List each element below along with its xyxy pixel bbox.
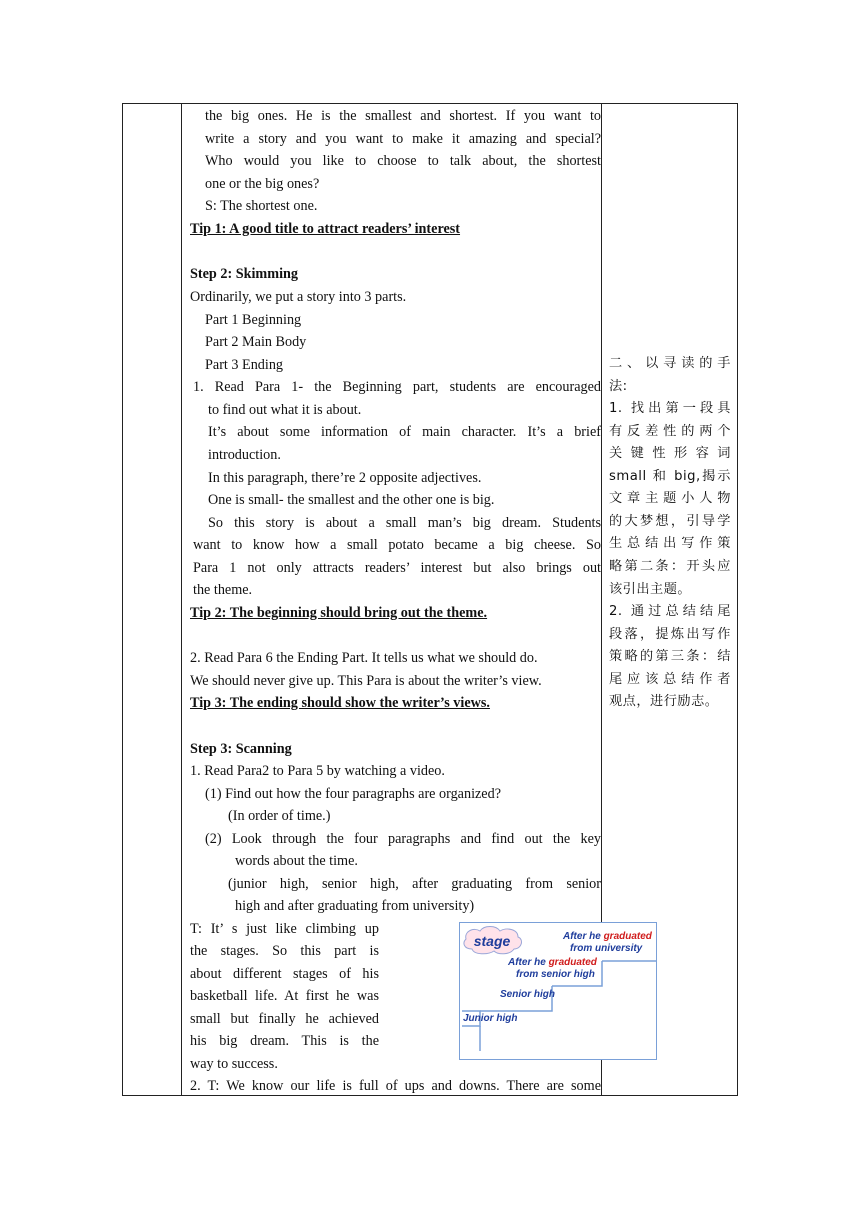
text-line: (1) Find out how the four paragraphs are organized?	[205, 786, 501, 802]
label-junior-high: Junior high	[463, 1013, 518, 1024]
label-from-university: from university	[570, 943, 643, 954]
text-line: In this paragraph, there’re 2 opposite adjectives.	[208, 470, 482, 486]
note-line: 生总结出写作策	[609, 536, 731, 551]
text-line: Part 1 Beginning	[205, 312, 302, 328]
step-3-heading: Step 3: Scanning	[190, 741, 292, 757]
text-line: one or the big ones?	[205, 176, 320, 192]
text-line: 2. T: We know our life is full of ups and downs. There are some	[190, 1078, 601, 1094]
text-line: words about the time.	[235, 853, 358, 869]
text-line: want to know how a small potato became a big cheese. So	[193, 537, 601, 553]
note-line: 文章主题小人物	[609, 491, 731, 506]
text-line: about different stages of his	[190, 966, 379, 982]
note-line: 1. 找出第一段具	[609, 401, 731, 416]
tip-2: Tip 2: The beginning should bring out the theme.	[190, 605, 488, 621]
note-line: small 和 big,揭示	[609, 469, 731, 484]
text-line: Who would you like to choose to talk about, the shortest	[205, 153, 601, 169]
text-line: One is small- the smallest and the other one is big.	[208, 492, 495, 508]
text-line: 1. Read Para 1- the Beginning part, students are encouraged	[193, 379, 601, 395]
text-line: (2) Look through the four paragraphs and find out the key	[205, 831, 601, 847]
note-line: 二、以寻读的手	[609, 356, 731, 371]
text-line: small but finally he achieved	[190, 1011, 379, 1027]
note-line: 观点，进行励志。	[609, 694, 719, 709]
note-line: 略第二条：开头应	[609, 559, 731, 574]
text-line: 1. Read Para2 to Para 5 by watching a video.	[190, 763, 445, 779]
text-line: his big dream. This is the	[190, 1033, 379, 1049]
note-line: 尾应该总结作者	[609, 672, 731, 687]
text-line: S: The shortest one.	[205, 198, 318, 214]
note-line: 法:	[609, 379, 628, 394]
lesson-plan-table	[122, 103, 738, 1096]
note-line: 段落，提炼出写作	[609, 627, 731, 642]
text-line: Part 3 Ending	[205, 357, 284, 373]
text-line: write a story and you want to make it amazing and special?	[205, 131, 601, 147]
text-line: Part 2 Main Body	[205, 334, 307, 350]
stage-title: stage	[473, 933, 511, 949]
note-line: 2. 通过总结结尾	[609, 604, 731, 619]
text-line: way to success.	[190, 1056, 278, 1072]
text-line: We should never give up. This Para is about the writer’s view.	[190, 673, 542, 689]
note-line: 策略的第三条：结	[609, 649, 731, 664]
tip-3: Tip 3: The ending should show the writer’s views.	[190, 695, 490, 711]
design-notes-column	[609, 104, 731, 1095]
text-line: basketball life. At first he was	[190, 988, 379, 1004]
text-line: (In order of time.)	[228, 808, 331, 824]
label-after-graduated-university: After he graduated	[563, 931, 652, 942]
text-line: 2. Read Para 6 the Ending Part. It tells us what we should do.	[190, 650, 538, 666]
label-senior-high: Senior high	[500, 989, 555, 1000]
note-line: 有反差性的两个	[609, 424, 731, 439]
text-line: It’s about some information of main character. It’s a brief	[208, 424, 601, 440]
text-line: Para 1 not only attracts readers’ interest but also brings out	[193, 560, 601, 576]
text-line: introduction.	[208, 447, 281, 463]
text-line: Ordinarily, we put a story into 3 parts.	[190, 289, 407, 305]
label-after-graduated-senior: After he graduated	[508, 957, 597, 968]
step-2-heading: Step 2: Skimming	[190, 266, 298, 282]
text-line: the theme.	[193, 582, 253, 598]
text-line: (junior high, senior high, after graduating from senior	[228, 876, 601, 892]
text-line: the stages. So this part is	[190, 943, 379, 959]
text-line: to find out what it is about.	[208, 402, 362, 418]
tip-1: Tip 1: A good title to attract readers’ interest	[190, 221, 461, 237]
text-line: high and after graduating from university)	[235, 898, 475, 914]
label-from-senior-high: from senior high	[516, 969, 595, 980]
text-line: the big ones. He is the smallest and shortest. If you want to	[205, 108, 601, 124]
text-line: So this story is about a small man’s big dream. Students	[208, 515, 601, 531]
column-divider-left	[181, 104, 182, 1095]
text-line: T: It’ s just like climbing up	[190, 921, 379, 937]
note-line: 关键性形容词	[609, 446, 731, 461]
note-line: 的大梦想，引导学	[609, 514, 731, 529]
note-line: 该引出主题。	[609, 582, 692, 597]
